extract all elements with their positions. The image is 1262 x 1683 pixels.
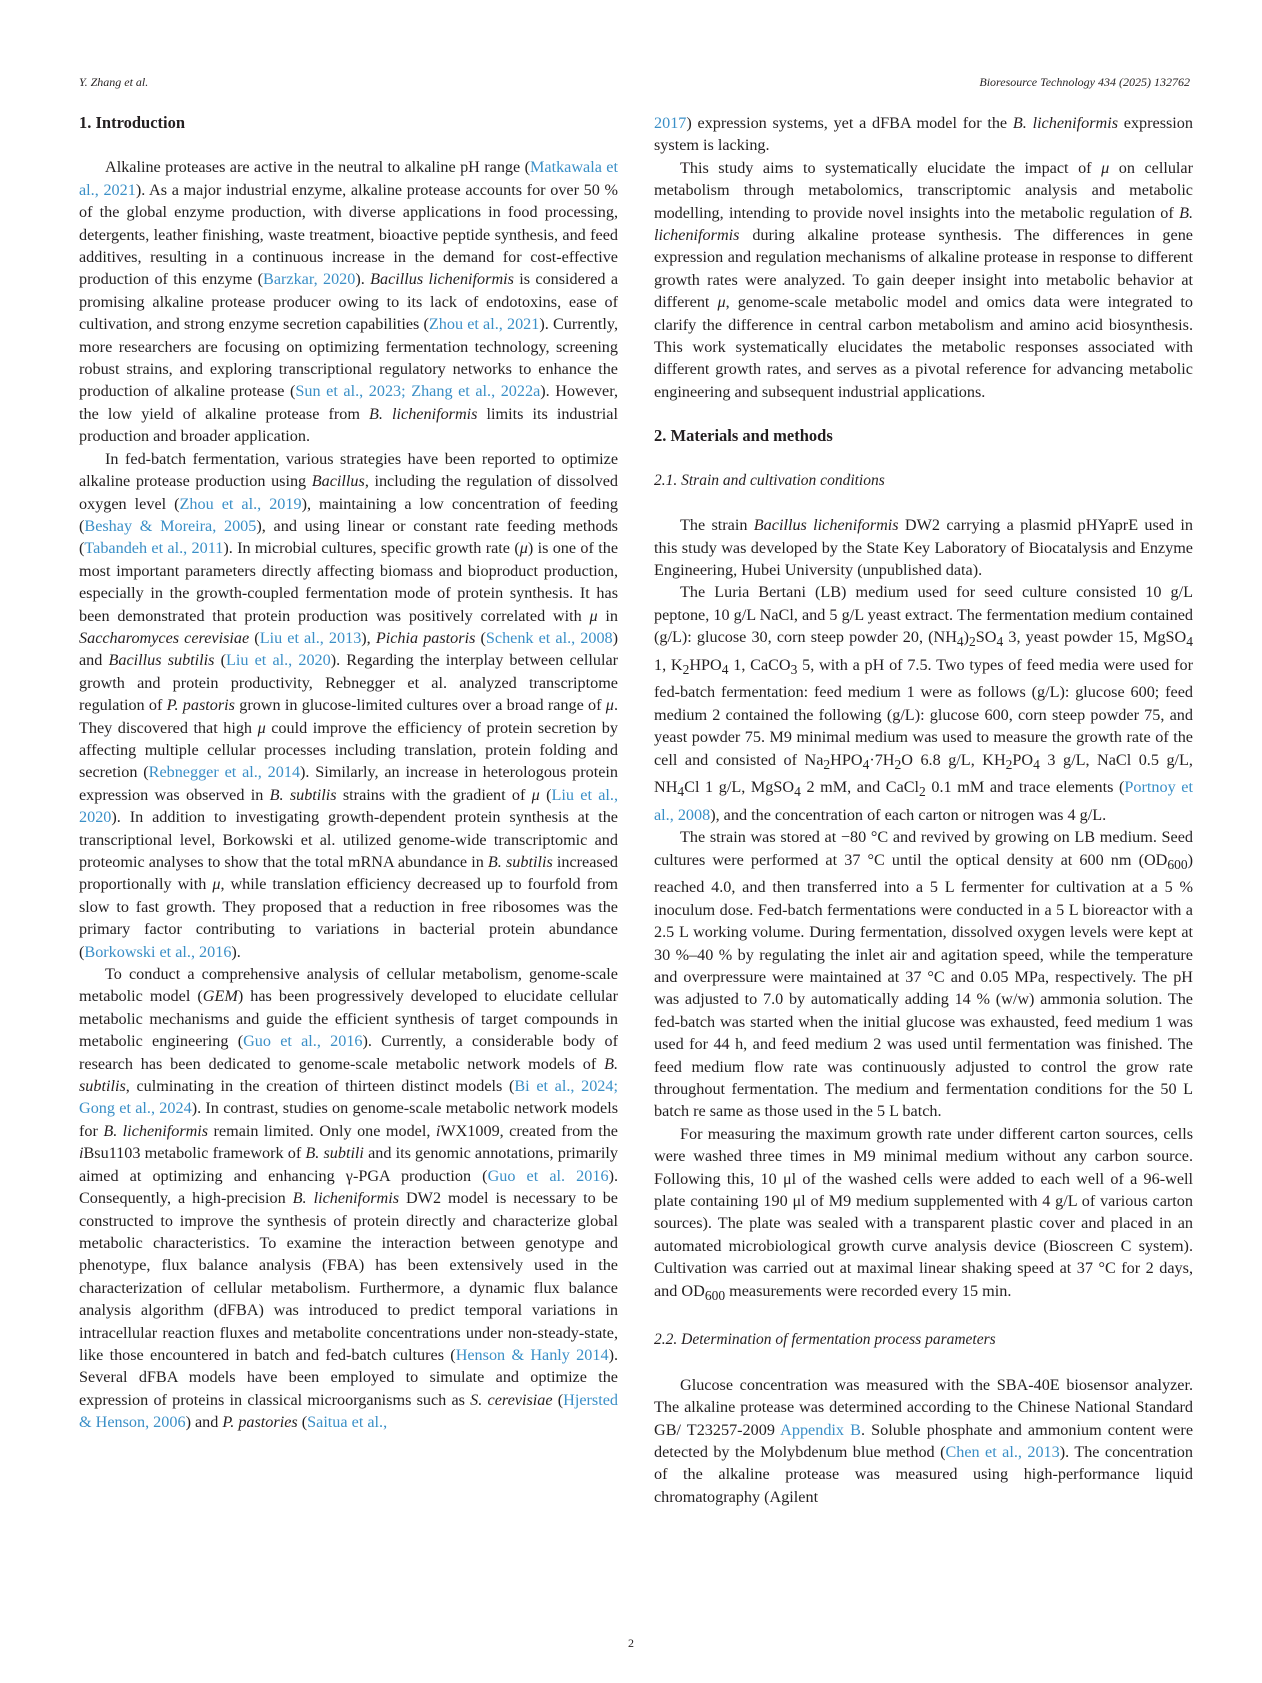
italic-text: B. licheniformis bbox=[369, 404, 478, 423]
italic-text: B. licheniformis bbox=[654, 203, 1193, 245]
citation-link[interactable]: Liu et al., 2020 bbox=[226, 651, 331, 670]
italic-text: B. licheniformis bbox=[1012, 114, 1118, 132]
subscript: 2 bbox=[682, 662, 690, 677]
italic-text: Saccharomyces cerevisiae bbox=[79, 628, 250, 647]
italic-text: i bbox=[435, 1121, 441, 1140]
citation-link[interactable]: Hjersted & Henson, 2006 bbox=[79, 1390, 618, 1432]
subscript: 600 bbox=[1167, 856, 1188, 872]
intro-continuation: 2017) expression systems, yet a dFBA model for the B. licheniformis expression system is lacking. bbox=[654, 114, 1193, 155]
subscript: 4 bbox=[1033, 756, 1040, 772]
citation-link[interactable]: Chen et al., 2013 bbox=[945, 1442, 1060, 1461]
italic-text: μ bbox=[605, 696, 614, 715]
italic-text: B. subtilis bbox=[487, 853, 553, 871]
page-number: 2 bbox=[628, 1636, 634, 1650]
subscript: 2 bbox=[1005, 756, 1013, 772]
citation-link[interactable]: Sun et al., 2023; Zhang et al., 2022a bbox=[295, 382, 541, 401]
citation-link[interactable]: Barzkar, 2020 bbox=[263, 270, 356, 289]
citation-link[interactable]: Guo et al. 2016 bbox=[487, 1166, 609, 1185]
citation-link[interactable]: Appendix B bbox=[780, 1420, 861, 1439]
citation-link[interactable]: Schenk et al., 2008 bbox=[485, 628, 613, 647]
subscript: 4 bbox=[721, 662, 729, 677]
subsection-2-1-heading: 2.1. Strain and cultivation conditions bbox=[654, 471, 885, 489]
citation-link[interactable]: Guo et al., 2016 bbox=[243, 1032, 363, 1051]
citation-link[interactable]: Beshay & Moreira, 2005 bbox=[84, 516, 257, 535]
citation-link[interactable]: Portnoy et al., 2008 bbox=[654, 778, 1193, 824]
citation-link[interactable]: Rebnegger et al., 2014 bbox=[148, 763, 301, 782]
italic-text: μ bbox=[717, 293, 726, 312]
italic-text: μ bbox=[1101, 158, 1110, 177]
subscript: 4 bbox=[862, 756, 870, 772]
left-column bbox=[79, 112, 618, 1434]
italic-text: B. licheniformis bbox=[292, 1189, 399, 1208]
intro-paragraph-1: Alkaline proteases are active in the neutral to alkaline pH range (Matkawala et al., 2021). As a major industrial enzyme, alkaline protease accounts for over 50 % of the global enzyme production, with diverse applications in food processing, detergents, leather finishing, waste treatment, bioactive peptide synthesis, and feed additives, resulting in a continuous increase in the demand for cost-effective production of this enzyme (Barzkar, 2020). Bacillus licheniformis is considered a promising alkaline protease producer owing to its lack of endotoxins, ease of cultivation, and strong enzyme secretion capabilities (Zhou et al., 2021). Currently, more researchers are focusing on optimizing fermentation technology, screening robust strains, and exploring transcriptional regulatory networks to enhance the production of alkaline protease (Sun et al., 2023; Zhang et al., 2022a). However, the low yield of alkaline protease from B. licheniformis limits its industrial production and broader application. bbox=[79, 158, 619, 446]
methods-paragraph-growth-rate: For measuring the maximum growth rate under different carton sources, cells were washed three times in M9 minimal medium without any carbon source. Following this, 10 μl of the washed cells were added to each well of a 96-well plate containing 190 μl of M9 medium supplemented with 4 g/L of various carton sources). The plate was sealed with a transparent plastic cover and placed in an automated microbiological growth curve analysis device (Bioscreen C system). Cultivation was carried out at maximal linear shaking speed at 37 °C for 2 days, and $OD_{600}$ measurements were recorded every 15 min. bbox=[654, 1124, 1193, 1303]
italic-text: GEM bbox=[202, 987, 238, 1006]
subscript: 2 bbox=[823, 756, 831, 772]
italic-text: Bacillus licheniformis bbox=[370, 270, 514, 289]
italic-text: μ bbox=[519, 539, 528, 558]
subscript: 4 bbox=[677, 784, 685, 800]
citation-link[interactable]: Liu et al., 2013 bbox=[259, 628, 362, 647]
methods-paragraph-fermentation: The strain was stored at −80 °C and revived by growing on LB medium. Seed cultures were performed at 37 °C until the optical density at 600 nm $(OD_{600})$ reached 4.0, and then transferred into a 5 L fermenter for cultivation at a 5 % inoculum dose. Fed-batch fermentations were conducted in a 5 L bioreactor with a 2.5 L working volume. During fermentation, dissolved oxygen levels were kept at 30 %–40 % by regulating the inlet air and agitation speed, while the temperature and overpressure were maintained at 37 °C and 0.05 MPa, respectively. The pH was adjusted to 7.0 by automatically adding 14 % (w/w) ammonia solution. The fed-batch was started when the initial glucose was exhausted, feed medium 1 was used for 44 h, and feed medium 2 was used until fermentation was finished. The feed medium flow rate was continuously adjusted to control the grow rate throughout fermentation. The medium and fermentation conditions for the 50 L batch re same as those used in the 5 L batch. bbox=[654, 828, 1193, 1121]
intro-paragraph-2: In fed-batch fermentation, various strategies have been reported to optimize alkaline protease production using Bacillus, including the regulation of dissolved oxygen level (Zhou et al., 2019), maintaining a low concentration of feeding (Beshay & Moreira, 2005), and using linear or constant rate feeding methods (Tabandeh et al., 2011). In microbial cultures, specific growth rate (μ) is one of the most important parameters directly affecting biomass and bioproduct production, especially in the growth-coupled fermentation mode of protein synthesis. It has been demonstrated that protein production was positively correlated with μ in Saccharomyces cerevisiae (Liu et al., 2013), Pichia pastoris (Schenk et al., 2008) and Bacillus subtilis (Liu et al., 2020). Regarding the interplay between cellular growth and protein productivity, Rebnegger et al. analyzed transcriptome regulation of P. pastoris grown in glucose-limited cultures over a broad range of μ. They discovered that high μ could improve the efficiency of protein secretion by affecting multiple cellular processes including translation, protein folding and secretion (Rebnegger et al., 2014). Similarly, an increase in heterologous protein expression was observed in B. subtilis strains with the gradient of μ (Liu et al., 2020). In addition to investigating growth-dependent protein synthesis at the transcriptional level, Borkowski et al. utilized genome-wide transcriptomic and proteomic analyses to show that the total mRNA abundance in B. subtilis increased proportionally with μ, while translation efficiency decreased up to fourfold from slow to fast growth. They proposed that a reduction in free ribosomes was the primary factor contributing to variations in bacterial protein abundance (Borkowski et al., 2016). bbox=[79, 449, 619, 961]
italic-text: Bacillus licheniformis bbox=[753, 516, 899, 535]
subscript: 4 bbox=[956, 634, 964, 650]
citation-link[interactable]: Matkawala et al., 2021 bbox=[79, 158, 618, 199]
citation-link[interactable]: Bi et al., 2024; Gong et al., 2024 bbox=[79, 1077, 618, 1118]
italic-text: P. pastoris bbox=[166, 696, 235, 715]
subscript: 600 bbox=[704, 1287, 726, 1303]
methods-paragraph-strain: The strain Bacillus licheniformis DW2 carrying a plasmid pHYaprE used in this study was developed by the State Key Laboratory of Biocatalysis and Enzyme Engineering, Hubei University (unpublished data). bbox=[654, 516, 1194, 579]
italic-text: μ bbox=[589, 606, 598, 625]
subsection-2-2-heading: 2.2. Determination of fermentation process parameters bbox=[654, 1331, 996, 1349]
citation-link[interactable]: Tabandeh et al., 2011 bbox=[84, 539, 224, 558]
italic-text: S. cerevisiae bbox=[470, 1390, 553, 1409]
italic-text: Bacillus bbox=[311, 472, 365, 491]
citation-link[interactable]: Henson & Hanly 2014 bbox=[455, 1345, 609, 1364]
intro-paragraph-aims: This study aims to systematically elucidate the impact of μ on cellular metabolism through metabolomics, transcriptomic analysis and metabolic modelling, intending to provide novel insights into the metabolic regulation of B. licheniformis during alkaline protease synthesis. The differences in gene expression and regulation mechanisms of alkaline protease in response to different growth rates were analyzed. To gain deeper insight into metabolic behavior at different μ, genome-scale metabolic model and omics data were integrated to clarify the difference in central carbon metabolism and amino acid biosynthesis. This work systematically elucidates the metabolic responses associated with different growth rates, and serves as a pivotal reference for advancing metabolic engineering and subsequent industrial applications. bbox=[654, 158, 1194, 401]
citation-link[interactable]: Zhou et al., 2021 bbox=[428, 315, 540, 334]
section-1-heading: 1. Introduction bbox=[79, 113, 186, 132]
italic-text: B. licheniformis bbox=[103, 1121, 209, 1140]
subscript: 2 bbox=[919, 784, 926, 800]
italic-text: μ bbox=[212, 875, 221, 894]
italic-text: μ bbox=[257, 718, 266, 737]
methods-paragraph-media: The Luria Bertani (LB) medium used for seed culture consisted 10 g/L peptone, 10 g/L NaCl, and 5 g/L yeast extract. The fermentation medium contained (g/L): glucose 30, corn steep powder 20, $(NH_4)_2SO_4$ 3, yeast powder 15, MgSO$_4$ 1, $K_2HPO_4$ 1, CaCO$_3$ 5, with a pH of 7.5. Two types of feed media were used for fed-batch fermentation: feed medium 1 were as follows (g/L): glucose 600; feed medium 2 contained the following (g/L): glucose 600, corn steep powder 75, and yeast powder 75. M9 minimal medium was used to measure the growth rate of the cell and consisted of $Na_2HPO_4\cdot 7H_2O$ 6.8 g/L, $KH_2PO_4$ 3 g/L, NaCl 0.5 g/L, $NH_4Cl$ 1 g/L, MgSO$_4$ 2 mM, and CaCl$_2$ 0.1 mM and trace elements (Portnoy et al., 2008), and the concentration of each carton or nitrogen was 4 g/L. bbox=[654, 583, 1193, 824]
subscript: 2 bbox=[969, 634, 976, 650]
running-head-journal: Bioresource Technology 434 (2025) 132762 bbox=[979, 75, 1190, 89]
italic-text: B. subtilis bbox=[269, 785, 337, 804]
subscript: 3 bbox=[790, 662, 798, 677]
subscript: 4 bbox=[1186, 634, 1193, 650]
methods-paragraph-parameters: Glucose concentration was measured with the SBA-40E biosensor analyzer. The alkaline protease was determined according to the Chinese National Standard GB/ T23257-2009 Appendix B. Soluble phosphate and ammonium content were detected by the Molybdenum blue method (Chen et al., 2013). The concentration of the alkaline protease was measured using high-performance liquid chromatography (Agilent bbox=[654, 1375, 1194, 1506]
citation-link[interactable]: Liu et al., 2020 bbox=[79, 785, 619, 827]
italic-text: B. subtili bbox=[305, 1144, 364, 1163]
citation-link[interactable]: 2017 bbox=[654, 114, 687, 132]
section-2-heading: 2. Materials and methods bbox=[654, 426, 833, 446]
citation-link[interactable]: Saitua et al., bbox=[307, 1413, 388, 1432]
subscript: 4 bbox=[794, 784, 801, 800]
citation-link[interactable]: Borkowski et al., 2016 bbox=[84, 942, 232, 961]
subscript: 4 bbox=[996, 634, 1004, 650]
italic-text: μ bbox=[531, 785, 540, 804]
italic-text: P. pastories bbox=[222, 1413, 298, 1432]
citation-link[interactable]: Zhou et al., 2019 bbox=[179, 494, 302, 513]
intro-paragraph-3: To conduct a comprehensive analysis of cellular metabolism, genome-scale metabolic model (GEM) has been progressively developed to elucidate cellular metabolic mechanisms and guide the efficient synthesis of target compounds in metabolic engineering (Guo et al., 2016). Currently, a considerable body of research has been dedicated to genome-scale metabolic network models of B. subtilis, culminating in the creation of thirteen distinct models (Bi et al., 2024; Gong et al., 2024). In contrast, studies on genome-scale metabolic network models for B. licheniformis remain limited. Only one model, iWX1009, created from the iBsu1103 metabolic framework of B. subtili and its genomic annotations, primarily aimed at optimizing and enhancing γ-PGA production (Guo et al. 2016). Consequently, a high-precision B. licheniformis DW2 model is necessary to be constructed to improve the synthesis of protein directly and characterize global metabolic characteristics. To examine the interaction between genotype and phenotype, flux balance analysis (FBA) has been extensively used in the characterization of cellular metabolism. Furthermore, a dynamic flux balance analysis algorithm (dFBA) was introduced to predict temporal variations in intracellular reaction fluxes and metabolite concentrations under non-steady-state, like those encountered in batch and fed-batch cultures (Henson & Hanly 2014). Several dFBA models have been employed to simulate and optimize the expression of proteins in classical microorganisms such as S. cerevisiae (Hjersted & Henson, 2006) and P. pastories (Saitua et al., bbox=[79, 965, 618, 1432]
italic-text: Bacillus subtilis bbox=[108, 651, 215, 670]
right-column bbox=[654, 112, 1193, 1508]
italic-text: Pichia pastoris bbox=[375, 628, 476, 647]
italic-text: B. subtilis bbox=[79, 1054, 618, 1096]
running-head-authors: Y. Zhang et al. bbox=[79, 75, 149, 89]
subscript: 2 bbox=[894, 756, 902, 772]
italic-text: i bbox=[79, 1144, 84, 1163]
